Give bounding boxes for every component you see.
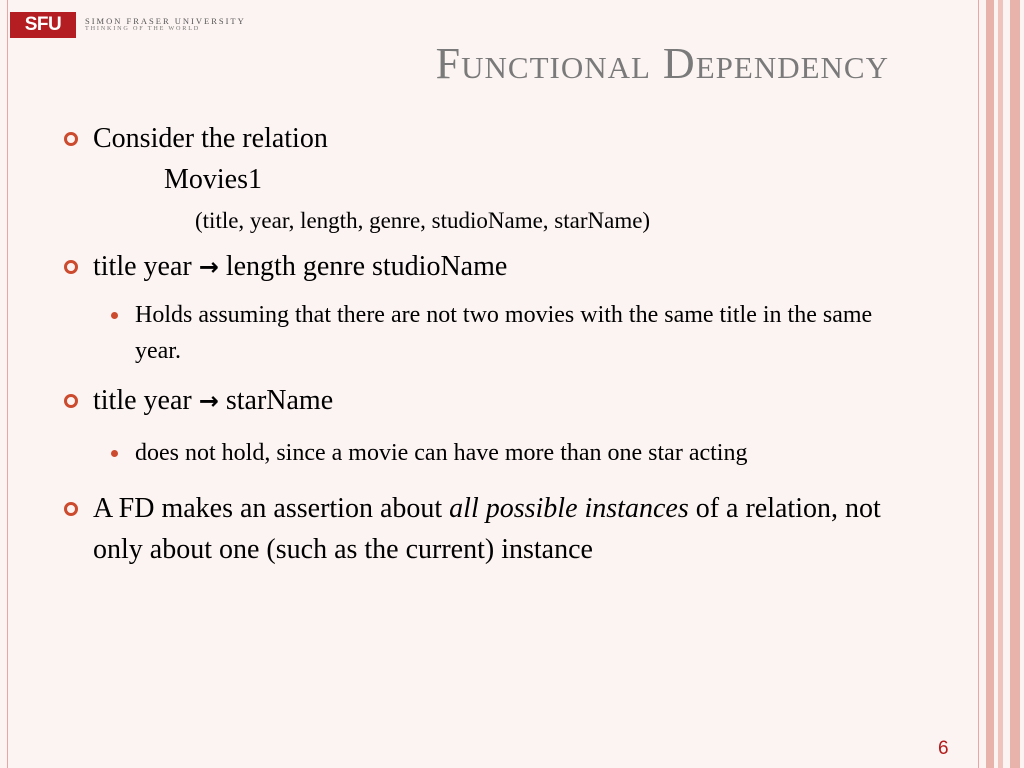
left-border-line (7, 0, 8, 768)
bullet-fd-not-holds (62, 380, 902, 422)
sub-bullet-not-holds (62, 435, 902, 471)
ring-bullet-icon (64, 260, 78, 274)
right-stripe (986, 0, 994, 768)
bullet-consider-relation (62, 118, 902, 159)
bullet-fd-holds (62, 246, 902, 288)
ring-bullet-icon (64, 502, 78, 516)
slide-content (62, 118, 902, 570)
university-tagline: THINKING OF THE WORLD (85, 25, 201, 33)
bullet-fd-assertion (62, 488, 902, 570)
bullet-text-before: A FD makes an assertion about (93, 493, 443, 524)
right-arrow-icon: → (198, 387, 219, 415)
bullet-text: Consider the relation (93, 123, 328, 154)
right-stripe (1010, 0, 1020, 768)
sub-bullet-text: Holds assuming that there are not two movies with the same title in the same year. (135, 302, 873, 364)
dot-bullet-icon (111, 450, 118, 457)
relation-schema: (title, year, length, genre, studioName, starName) (195, 208, 651, 233)
sub-bullet-holds (62, 297, 902, 369)
right-border-line (978, 0, 979, 768)
fd-lhs: title year (93, 251, 192, 282)
fd-rhs: length genre studioName (225, 251, 508, 282)
right-stripe (998, 0, 1003, 768)
ring-bullet-icon (64, 132, 78, 146)
sfu-logo (10, 12, 246, 38)
bullet-emphasis: all possible instances (449, 493, 689, 524)
ring-bullet-icon (64, 394, 78, 408)
sub-bullet-text: does not hold, since a movie can have more than one star acting (135, 440, 748, 466)
relation-name: Movies1 (164, 164, 262, 195)
sfu-logo-badge: SFU (10, 12, 76, 38)
right-arrow-icon: → (198, 253, 219, 281)
page-number: 6 (938, 738, 949, 759)
sfu-logo-text (85, 17, 246, 33)
fd-rhs: starName (225, 385, 334, 416)
fd-lhs: title year (93, 385, 192, 416)
slide-title: Functional Dependency (435, 39, 889, 88)
bullet-text-after: of a relation, not only about one (such as the current) instance (93, 493, 881, 565)
dot-bullet-icon (111, 312, 118, 319)
university-name: SIMON FRASER UNIVERSITY (85, 15, 246, 26)
